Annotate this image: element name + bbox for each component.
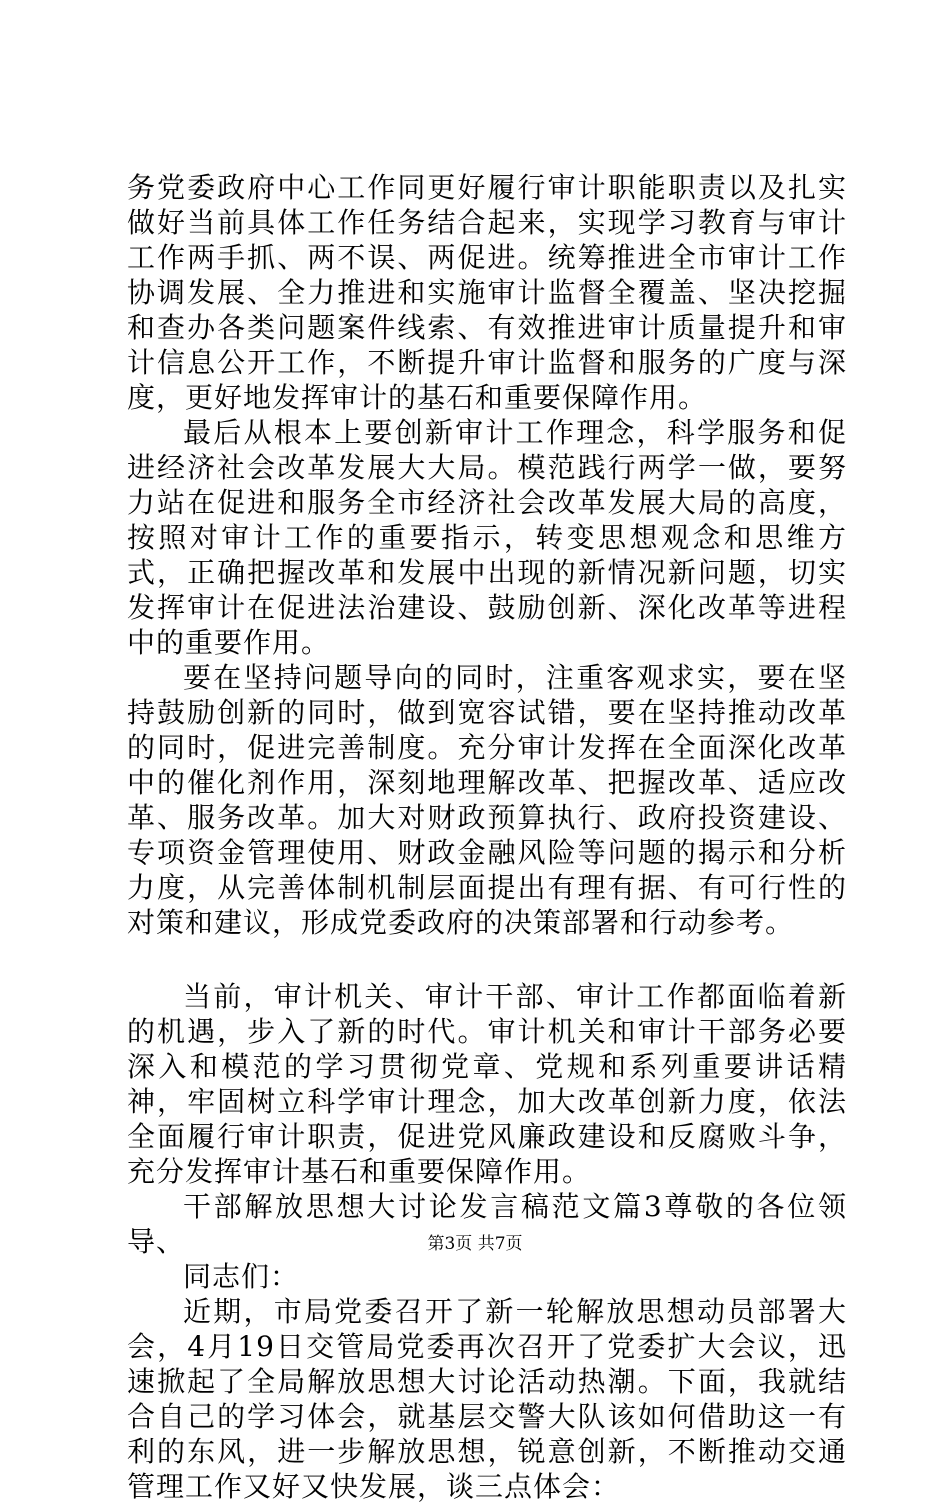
paragraph-gap bbox=[127, 940, 847, 979]
section-heading: 干部解放思想大讨论发言稿范文篇3尊敬的各位领导、 bbox=[127, 1190, 847, 1258]
document-body bbox=[127, 170, 847, 1504]
paragraph-5: 近期，市局党委召开了新一轮解放思想动员部署大会，4月19日交管局党委再次召开了党委扩大会议，迅速掀起了全局解放思想大讨论活动热潮。下面，我就结合自己的学习体会，就基层交警大队该如何借助这一有利的东风，进一步解放思想，锐意创新，不断推动交通管理工作又好又快发展，谈三点体会： bbox=[127, 1295, 847, 1503]
paragraph-2: 最后从根本上要创新审计工作理念，科学服务和促进经济社会改革发展大大局。模范践行两学一做，要努力站在促进和服务全市经济社会改革发展大局的高度，按照对审计工作的重要指示，转变思想观念和思维方式，正确把握改革和发展中出现的新情况新问题，切实发挥审计在促进法治建设、鼓励创新、深化改革等进程中的重要作用。 bbox=[127, 416, 847, 659]
paragraph-3: 要在坚持问题导向的同时，注重客观求实，要在坚持鼓励创新的同时，做到宽容试错，要在坚持推动改革的同时，促进完善制度。充分审计发挥在全面深化改革中的催化剂作用，深刻地理解改革、把握改革、适应改革、服务改革。加大对财政预算执行、政府投资建设、专项资金管理使用、财政金融风险等问题的揭示和分析力度，从完善体制机制层面提出有理有据、有可行性的对策和建议，形成党委政府的决策部署和行动参考。 bbox=[127, 661, 847, 939]
paragraph-4: 当前，审计机关、审计干部、审计工作都面临着新的机遇，步入了新的时代。审计机关和审计干部务必要深入和模范的学习贯彻党章、党规和系列重要讲话精神，牢固树立科学审计理念，加大改革创新力度，依法全面履行审计职责，促进党风廉政建设和反腐败斗争，充分发挥审计基石和重要保障作用。 bbox=[127, 980, 847, 1188]
page-number-footer: 第3页 共7页 bbox=[427, 1234, 523, 1254]
salutation: 同志们： bbox=[183, 1260, 300, 1293]
paragraph-1: 务党委政府中心工作同更好履行审计职能职责以及扎实做好当前具体工作任务结合起来，实现学习教育与审计工作两手抓、两不误、两促进。统筹推进全市审计工作协调发展、全力推进和实施审计监督全覆盖、坚决挖掘和查办各类问题案件线索、有效推进审计质量提升和审计信息公开工作，不断提升审计监督和服务的广度与深度，更好地发挥审计的基石和重要保障作用。 bbox=[127, 171, 847, 414]
